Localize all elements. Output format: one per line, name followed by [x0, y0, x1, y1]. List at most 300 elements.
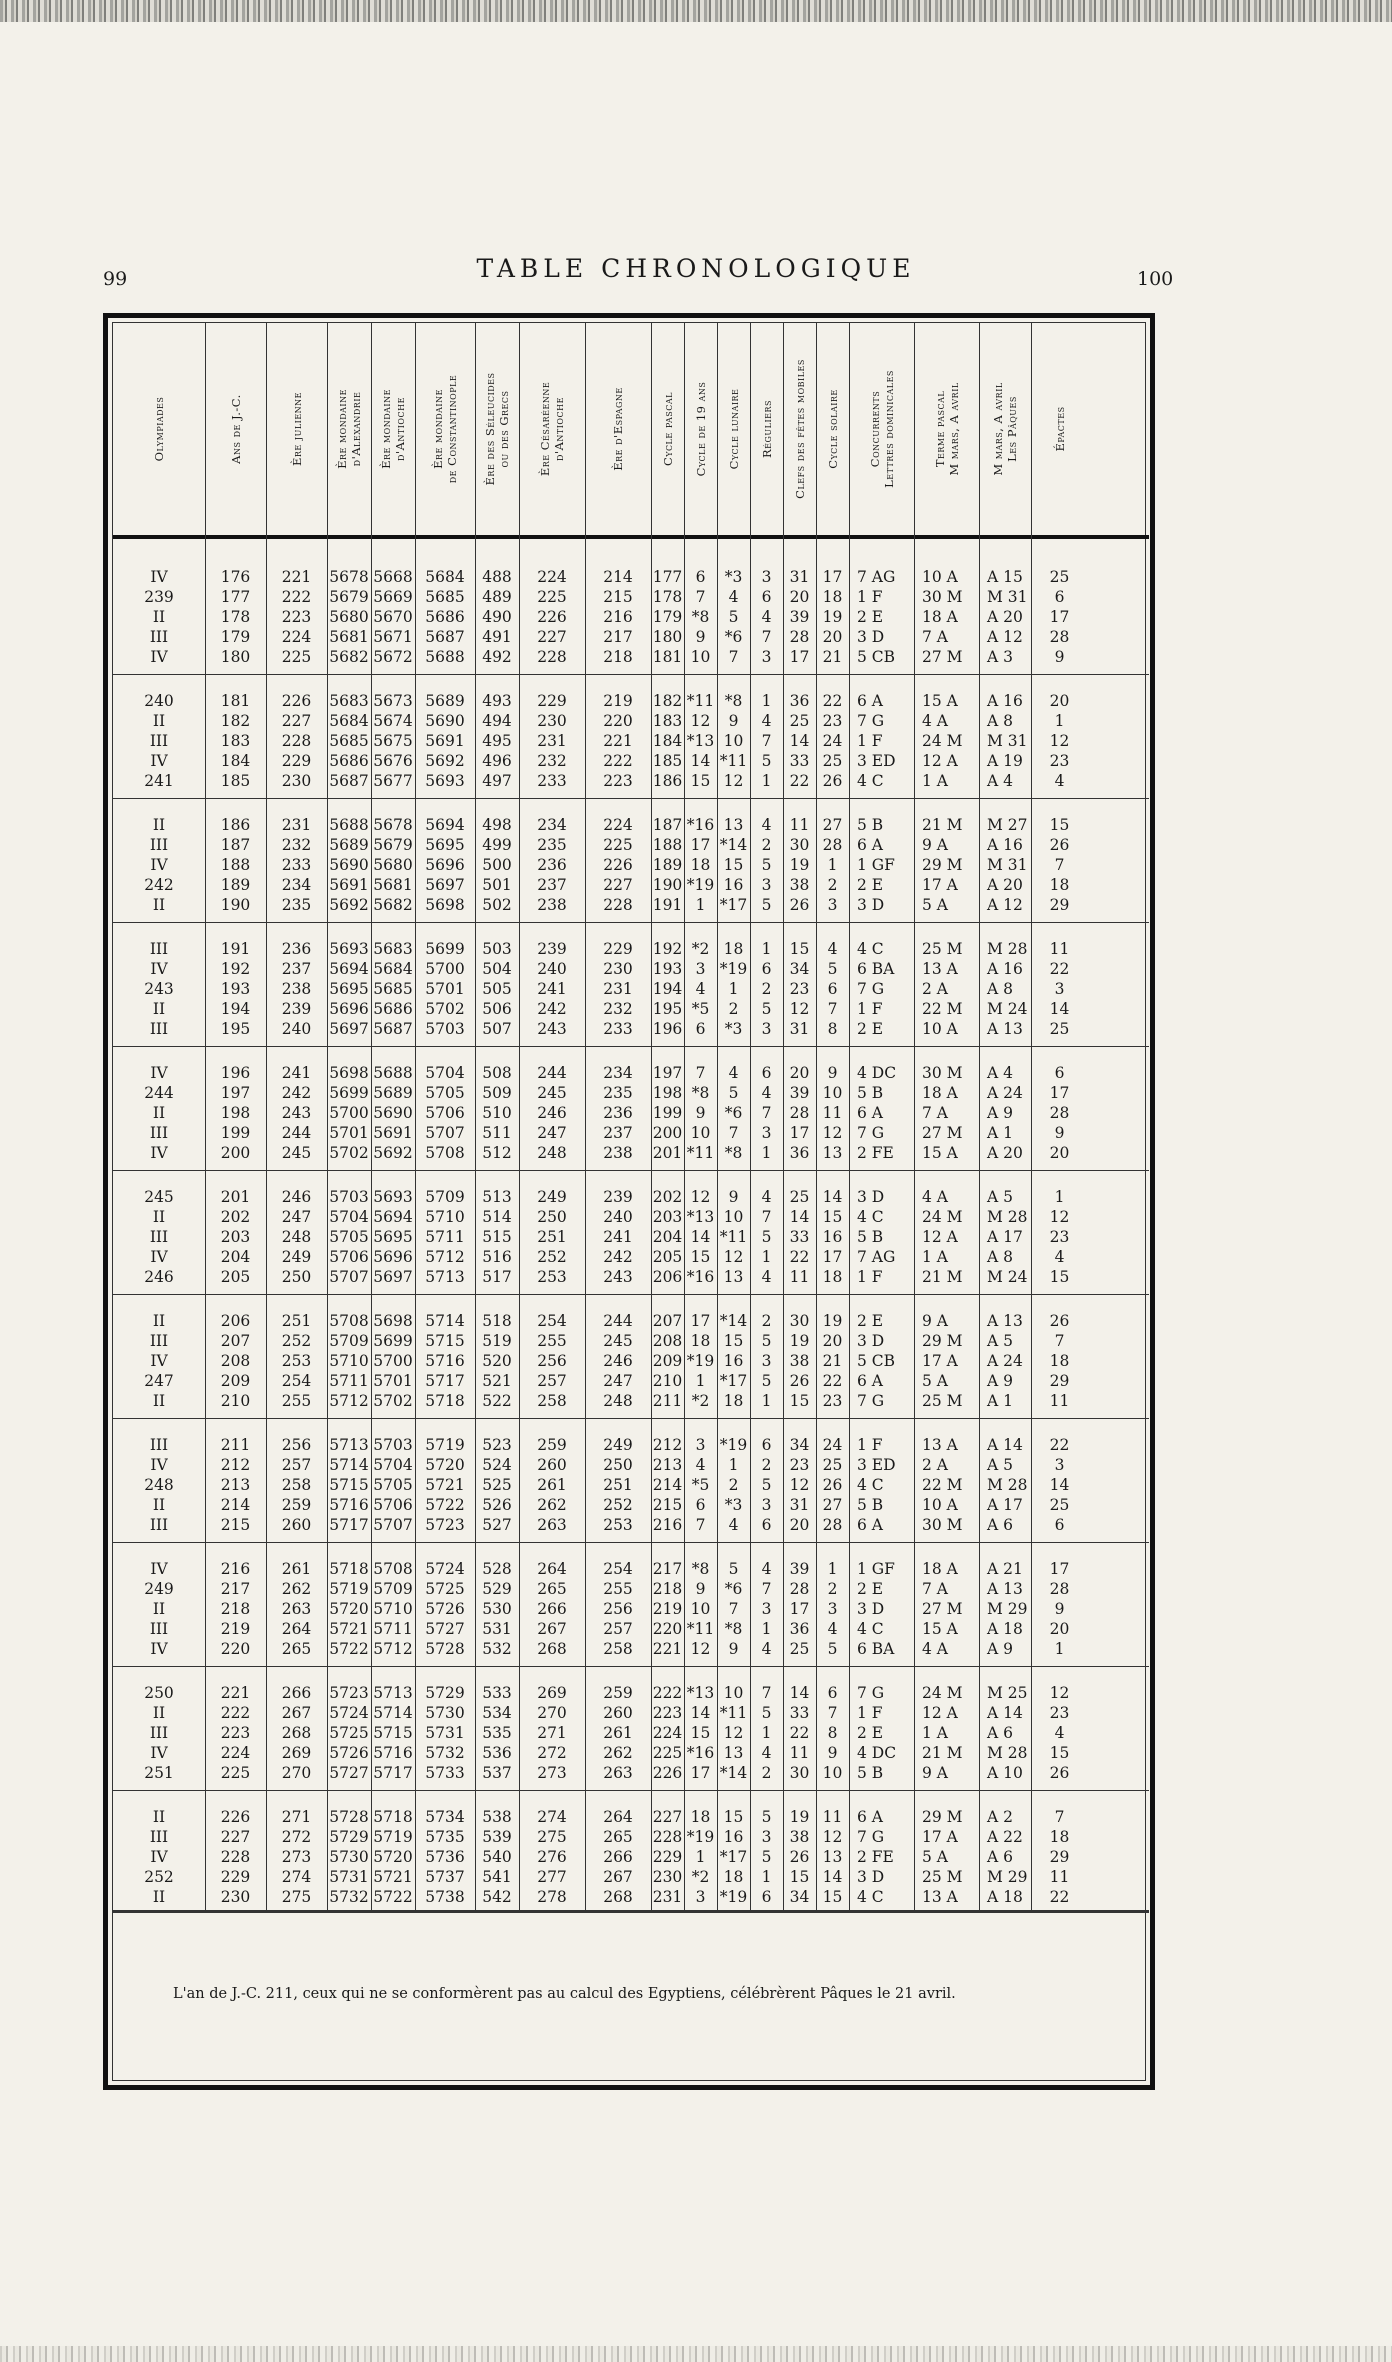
table-cell-sol: 22: [822, 1372, 843, 1390]
table-cell-conc: 2 E: [857, 608, 884, 626]
table-cell-an: 195: [220, 1020, 251, 1038]
table-cell-olymp: IV: [150, 1352, 168, 1370]
column-header-conc: [849, 323, 914, 535]
table-cell-c19: 10: [690, 1600, 711, 1618]
table-cell-jul: 221: [281, 568, 312, 586]
table-cell-ant: 5694: [373, 1208, 413, 1226]
table-cell-pas: 178: [652, 588, 683, 606]
table-cell-sel: 512: [482, 1144, 512, 1162]
table-cell-cons: 5700: [425, 960, 465, 978]
table-cell-reg: 5: [761, 752, 772, 770]
table-cell-reg: 4: [761, 1640, 772, 1658]
table-cell-esp: 216: [603, 608, 633, 626]
table-cell-lun: *8: [724, 1620, 743, 1638]
column-header-label: Ère mondaine d'Alexandrie: [335, 389, 363, 469]
table-cell-esp: 243: [603, 1268, 633, 1286]
table-cell-ces: 253: [537, 1268, 567, 1286]
table-cell-lun: 10: [723, 1684, 744, 1702]
table-cell-sol: 2: [827, 876, 838, 894]
table-cell-paq: A 13: [987, 1312, 1023, 1330]
table-cell-reg: 5: [761, 1476, 772, 1494]
table-cell-c19: *16: [686, 1744, 715, 1762]
table-cell-olymp: 248: [144, 1476, 174, 1494]
table-cell-c19: *11: [686, 692, 715, 710]
table-cell-ant: 5714: [373, 1704, 413, 1722]
table-cell-reg: 4: [761, 1188, 772, 1206]
table-cell-an: 222: [220, 1704, 251, 1722]
table-cell-reg: 3: [761, 876, 772, 894]
table-cell-terme: 25 M: [922, 1392, 963, 1410]
table-cell-sol: 11: [822, 1104, 843, 1122]
table-cell-cons: 5710: [425, 1208, 465, 1226]
table-cell-an: 182: [220, 712, 251, 730]
table-cell-jul: 247: [281, 1208, 312, 1226]
table-cell-ant: 5705: [373, 1476, 413, 1494]
table-cell-paq: A 12: [987, 896, 1023, 914]
table-cell-olymp: 252: [144, 1868, 174, 1886]
table-cell-an: 202: [220, 1208, 251, 1226]
table-cell-an: 181: [220, 692, 251, 710]
table-cell-sol: 23: [822, 1392, 843, 1410]
table-cell-ep: 23: [1049, 752, 1070, 770]
table-cell-pas: 204: [652, 1228, 683, 1246]
table-cell-alex: 5722: [329, 1640, 369, 1658]
table-cell-conc: 1 F: [857, 588, 883, 606]
table-cell-esp: 242: [603, 1248, 633, 1266]
table-cell-reg: 4: [761, 1268, 772, 1286]
table-cell-jul: 265: [281, 1640, 312, 1658]
table-cell-alex: 5724: [329, 1704, 369, 1722]
table-cell-pas: 226: [652, 1764, 683, 1782]
table-cell-alex: 5682: [329, 648, 369, 666]
table-cell-ep: 22: [1049, 1436, 1070, 1454]
table-cell-jul: 223: [281, 608, 312, 626]
table-cell-alex: 5718: [329, 1560, 369, 1578]
table-cell-an: 217: [220, 1580, 251, 1598]
table-cell-reg: 4: [761, 1744, 772, 1762]
table-cell-pas: 222: [652, 1684, 683, 1702]
table-cell-alex: 5679: [329, 588, 369, 606]
table-cell-c19: 12: [690, 712, 711, 730]
table-cell-sol: 6: [827, 980, 838, 998]
table-cell-alex: 5699: [329, 1084, 369, 1102]
table-cell-esp: 223: [603, 772, 633, 790]
table-cell-lun: 13: [723, 1268, 744, 1286]
table-cell-an: 224: [220, 1744, 251, 1762]
table-cell-terme: 15 A: [922, 692, 958, 710]
table-cell-pas: 217: [652, 1560, 683, 1578]
table-cell-reg: 3: [761, 1020, 772, 1038]
table-cell-clef: 38: [789, 1352, 810, 1370]
table-cell-paq: A 6: [987, 1724, 1013, 1742]
table-cell-ant: 5678: [373, 816, 413, 834]
table-cell-sol: 20: [822, 1332, 843, 1350]
table-cell-olymp: III: [149, 1332, 169, 1350]
table-cell-ces: 262: [537, 1496, 567, 1514]
table-cell-ep: 11: [1049, 940, 1070, 958]
table-cell-c19: *16: [686, 1268, 715, 1286]
table-cell-esp: 266: [603, 1848, 633, 1866]
table-cell-paq: A 13: [987, 1020, 1023, 1038]
table-cell-lun: 12: [723, 1724, 744, 1742]
table-cell-ces: 257: [537, 1372, 567, 1390]
table-cell-ant: 5690: [373, 1104, 413, 1122]
table-cell-esp: 231: [603, 980, 633, 998]
table-cell-cons: 5734: [425, 1808, 465, 1826]
table-cell-paq: A 8: [987, 980, 1013, 998]
table-cell-alex: 5693: [329, 940, 369, 958]
table-cell-cons: 5697: [425, 876, 465, 894]
table-cell-alex: 5701: [329, 1124, 369, 1142]
table-cell-cons: 5699: [425, 940, 465, 958]
table-cell-olymp: 250: [144, 1684, 174, 1702]
table-cell-ant: 5693: [373, 1188, 413, 1206]
column-header-sel: [475, 323, 519, 535]
table-cell-sel: 541: [482, 1868, 512, 1886]
table-cell-ant: 5679: [373, 836, 413, 854]
table-cell-terme: 5 A: [922, 1372, 948, 1390]
table-cell-conc: 3 ED: [857, 752, 896, 770]
table-cell-ces: 275: [537, 1828, 567, 1846]
table-cell-jul: 225: [281, 648, 312, 666]
table-cell-terme: 9 A: [922, 836, 948, 854]
column-header-sol: [816, 323, 849, 535]
table-cell-jul: 270: [281, 1764, 312, 1782]
table-cell-sol: 5: [827, 960, 838, 978]
table-cell-ep: 15: [1049, 1268, 1070, 1286]
table-cell-jul: 250: [281, 1268, 312, 1286]
table-cell-c19: 14: [690, 1704, 711, 1722]
column-header-label: Ans de J.-C.: [228, 394, 243, 464]
table-cell-sel: 507: [482, 1020, 512, 1038]
table-cell-jul: 257: [281, 1456, 312, 1474]
table-cell-olymp: IV: [150, 1064, 168, 1082]
table-cell-conc: 2 E: [857, 1312, 884, 1330]
table-cell-c19: 9: [695, 1104, 706, 1122]
table-cell-esp: 258: [603, 1640, 633, 1658]
table-cell-paq: M 31: [987, 588, 1028, 606]
table-cell-paq: M 24: [987, 1268, 1028, 1286]
table-cell-alex: 5695: [329, 980, 369, 998]
table-cell-reg: 5: [761, 896, 772, 914]
table-cell-cons: 5719: [425, 1436, 465, 1454]
table-cell-alex: 5708: [329, 1312, 369, 1330]
table-cell-olymp: III: [149, 1620, 169, 1638]
table-cell-sel: 495: [482, 732, 512, 750]
table-cell-sel: 505: [482, 980, 512, 998]
table-cell-pas: 214: [652, 1476, 683, 1494]
table-cell-pas: 202: [652, 1188, 683, 1206]
column-header-clef: [783, 323, 816, 535]
table-cell-conc: 4 DC: [857, 1744, 897, 1762]
table-cell-paq: M 29: [987, 1868, 1028, 1886]
table-cell-conc: 4 DC: [857, 1064, 897, 1082]
table-cell-paq: A 5: [987, 1332, 1013, 1350]
table-cell-sol: 18: [822, 588, 843, 606]
table-cell-reg: 5: [761, 1372, 772, 1390]
table-cell-sel: 499: [482, 836, 512, 854]
table-cell-terme: 2 A: [922, 980, 948, 998]
table-cell-sel: 528: [482, 1560, 512, 1578]
table-cell-cons: 5718: [425, 1392, 465, 1410]
table-cell-conc: 1 F: [857, 732, 883, 750]
table-cell-ant: 5677: [373, 772, 413, 790]
table-cell-c19: 14: [690, 752, 711, 770]
table-cell-esp: 238: [603, 1144, 633, 1162]
table-cell-c19: *16: [686, 816, 715, 834]
table-cell-sol: 1: [827, 856, 838, 874]
page-number-right: 100: [1137, 268, 1174, 290]
table-cell-jul: 232: [281, 836, 312, 854]
table-cell-cons: 5726: [425, 1600, 465, 1618]
table-cell-cons: 5717: [425, 1372, 465, 1390]
table-cell-paq: A 1: [987, 1124, 1013, 1142]
table-cell-pas: 228: [652, 1828, 683, 1846]
table-cell-ep: 18: [1049, 876, 1070, 894]
table-cell-paq: A 4: [987, 1064, 1013, 1082]
table-cell-jul: 242: [281, 1084, 312, 1102]
table-cell-c19: *11: [686, 1620, 715, 1638]
table-cell-ces: 246: [537, 1104, 567, 1122]
table-cell-olymp: IV: [150, 856, 168, 874]
table-cell-sol: 26: [822, 772, 843, 790]
table-cell-lun: *8: [724, 692, 743, 710]
table-cell-sol: 20: [822, 628, 843, 646]
table-cell-olymp: IV: [150, 1144, 168, 1162]
table-cell-ep: 4: [1054, 1248, 1065, 1266]
table-cell-sol: 8: [827, 1020, 838, 1038]
table-cell-cons: 5711: [425, 1228, 465, 1246]
table-cell-lun: *3: [724, 568, 743, 586]
table-cell-clef: 28: [789, 1104, 810, 1122]
table-cell-alex: 5727: [329, 1764, 369, 1782]
table-cell-olymp: II: [152, 816, 166, 834]
table-cell-terme: 1 A: [922, 1724, 948, 1742]
table-cell-ant: 5692: [373, 1144, 413, 1162]
table-cell-olymp: II: [152, 1208, 166, 1226]
table-cell-olymp: II: [152, 1808, 166, 1826]
table-cell-alex: 5725: [329, 1724, 369, 1742]
table-cell-olymp: III: [149, 940, 169, 958]
table-cell-conc: 6 A: [857, 836, 883, 854]
table-cell-an: 203: [220, 1228, 251, 1246]
table-cell-clef: 14: [789, 1208, 810, 1226]
table-cell-ep: 29: [1049, 896, 1070, 914]
table-cell-jul: 227: [281, 712, 312, 730]
table-cell-cons: 5720: [425, 1456, 465, 1474]
table-cell-ant: 5681: [373, 876, 413, 894]
table-cell-conc: 7 AG: [857, 1248, 896, 1266]
table-cell-alex: 5690: [329, 856, 369, 874]
table-cell-lun: 5: [728, 608, 739, 626]
table-cell-sel: 497: [482, 772, 512, 790]
table-cell-sel: 522: [482, 1392, 512, 1410]
table-cell-ces: 234: [537, 816, 567, 834]
table-cell-sol: 7: [827, 1000, 838, 1018]
table-cell-c19: 17: [690, 1764, 711, 1782]
table-cell-an: 223: [220, 1724, 251, 1742]
table-cell-reg: 3: [761, 1124, 772, 1142]
table-cell-c19: 3: [695, 1436, 706, 1454]
column-header-an: [205, 323, 266, 535]
table-cell-c19: 6: [695, 1496, 706, 1514]
table-cell-esp: 261: [603, 1724, 633, 1742]
table-cell-olymp: IV: [150, 1560, 168, 1578]
table-cell-olymp: 241: [144, 772, 174, 790]
table-cell-conc: 3 D: [857, 896, 885, 914]
table-cell-esp: 237: [603, 1124, 633, 1142]
table-cell-jul: 226: [281, 692, 312, 710]
table-cell-terme: 4 A: [922, 712, 948, 730]
table-cell-sel: 508: [482, 1064, 512, 1082]
table-cell-lun: 5: [728, 1084, 739, 1102]
table-cell-lun: *11: [719, 1704, 748, 1722]
column-header-esp: [585, 323, 651, 535]
table-cell-jul: 274: [281, 1868, 312, 1886]
table-cell-lun: 4: [728, 1064, 739, 1082]
table-cell-esp: 227: [603, 876, 633, 894]
table-cell-terme: 18 A: [922, 1084, 958, 1102]
table-cell-ces: 237: [537, 876, 567, 894]
page-number-left: 99: [103, 268, 128, 290]
table-cell-conc: 2 E: [857, 1580, 884, 1598]
table-cell-clef: 14: [789, 1684, 810, 1702]
table-cell-sel: 535: [482, 1724, 512, 1742]
table-cell-alex: 5720: [329, 1600, 369, 1618]
table-cell-ep: 7: [1054, 1332, 1065, 1350]
table-cell-jul: 251: [281, 1312, 312, 1330]
table-cell-cons: 5732: [425, 1744, 465, 1762]
table-cell-ant: 5675: [373, 732, 413, 750]
table-cell-cons: 5708: [425, 1144, 465, 1162]
table-cell-ant: 5720: [373, 1848, 413, 1866]
table-cell-ep: 12: [1049, 1208, 1070, 1226]
table-cell-ep: 11: [1049, 1392, 1070, 1410]
scan-edge-bottom: [0, 2346, 1392, 2362]
table-cell-sel: 500: [482, 856, 512, 874]
table-cell-paq: A 9: [987, 1372, 1013, 1390]
chronology-table: [112, 322, 1146, 2081]
table-cell-ant: 5708: [373, 1560, 413, 1578]
table-cell-ces: 227: [537, 628, 567, 646]
table-cell-cons: 5731: [425, 1724, 465, 1742]
table-cell-ep: 22: [1049, 960, 1070, 978]
table-cell-olymp: II: [152, 896, 166, 914]
table-cell-an: 204: [220, 1248, 251, 1266]
table-cell-c19: 1: [695, 1848, 706, 1866]
column-header-paq: [979, 323, 1031, 535]
table-cell-cons: 5716: [425, 1352, 465, 1370]
table-cell-esp: 236: [603, 1104, 633, 1122]
table-cell-sel: 503: [482, 940, 512, 958]
column-header-label: Ère des Séleucides ou des Grecs: [483, 372, 511, 486]
table-cell-c19: *13: [686, 732, 715, 750]
table-cell-c19: *13: [686, 1208, 715, 1226]
table-cell-cons: 5715: [425, 1332, 465, 1350]
table-cell-lun: 9: [728, 1640, 739, 1658]
table-cell-esp: 233: [603, 1020, 633, 1038]
table-cell-c19: 9: [695, 1580, 706, 1598]
table-cell-clef: 28: [789, 1580, 810, 1598]
table-cell-sol: 9: [827, 1744, 838, 1762]
table-cell-ces: 232: [537, 752, 567, 770]
table-cell-c19: *8: [691, 1084, 710, 1102]
column-header-label: Épactes: [1052, 406, 1067, 452]
table-cell-c19: 15: [690, 1248, 711, 1266]
table-cell-sel: 488: [482, 568, 512, 586]
table-cell-ep: 18: [1049, 1828, 1070, 1846]
table-cell-esp: 267: [603, 1868, 633, 1886]
table-cell-ces: 244: [537, 1064, 567, 1082]
table-cell-pas: 200: [652, 1124, 683, 1142]
table-cell-pas: 188: [652, 836, 683, 854]
table-cell-olymp: 247: [144, 1372, 174, 1390]
table-cell-ep: 20: [1049, 1144, 1070, 1162]
table-cell-clef: 19: [789, 856, 810, 874]
table-cell-ep: 29: [1049, 1372, 1070, 1390]
table-cell-clef: 36: [789, 1144, 810, 1162]
table-cell-clef: 20: [789, 1064, 810, 1082]
table-cell-ces: 272: [537, 1744, 567, 1762]
table-cell-clef: 31: [789, 1020, 810, 1038]
table-cell-terme: 7 A: [922, 628, 948, 646]
table-cell-ant: 5717: [373, 1764, 413, 1782]
table-cell-ep: 17: [1049, 1084, 1070, 1102]
table-cell-ep: 4: [1054, 772, 1065, 790]
table-cell-sol: 27: [822, 816, 843, 834]
table-cell-ant: 5713: [373, 1684, 413, 1702]
table-cell-ep: 6: [1054, 588, 1065, 606]
table-cell-an: 208: [220, 1352, 251, 1370]
table-cell-terme: 21 M: [922, 1268, 963, 1286]
table-cell-terme: 12 A: [922, 752, 958, 770]
column-header-ant: [371, 323, 415, 535]
table-cell-clef: 30: [789, 1312, 810, 1330]
table-cell-paq: A 9: [987, 1104, 1013, 1122]
table-cell-conc: 2 FE: [857, 1848, 894, 1866]
table-cell-c19: 3: [695, 960, 706, 978]
table-cell-alex: 5703: [329, 1188, 369, 1206]
table-cell-ep: 28: [1049, 1580, 1070, 1598]
table-cell-pas: 229: [652, 1848, 683, 1866]
table-cell-esp: 228: [603, 896, 633, 914]
table-cell-esp: 222: [603, 752, 633, 770]
table-cell-clef: 30: [789, 836, 810, 854]
table-cell-lun: *17: [719, 1372, 748, 1390]
table-cell-ant: 5709: [373, 1580, 413, 1598]
table-cell-cons: 5723: [425, 1516, 465, 1534]
table-cell-jul: 267: [281, 1704, 312, 1722]
table-cell-reg: 7: [761, 1684, 772, 1702]
column-header-label: Olympiades: [152, 396, 166, 462]
table-cell-paq: M 25: [987, 1684, 1028, 1702]
table-cell-paq: A 24: [987, 1084, 1023, 1102]
table-cell-paq: A 15: [987, 568, 1023, 586]
table-cell-alex: 5702: [329, 1144, 369, 1162]
column-divider: [979, 323, 980, 1910]
table-cell-terme: 27 M: [922, 1124, 963, 1142]
table-cell-terme: 21 M: [922, 816, 963, 834]
table-cell-jul: 254: [281, 1372, 312, 1390]
table-cell-c19: 6: [695, 1020, 706, 1038]
column-header-label: Ère Césaréenne d'Antioche: [538, 381, 566, 477]
table-cell-paq: A 18: [987, 1620, 1023, 1638]
table-cell-esp: 218: [603, 648, 633, 666]
table-cell-esp: 245: [603, 1332, 633, 1350]
table-cell-alex: 5731: [329, 1868, 369, 1886]
table-cell-lun: *6: [724, 628, 743, 646]
table-cell-jul: 248: [281, 1228, 312, 1246]
